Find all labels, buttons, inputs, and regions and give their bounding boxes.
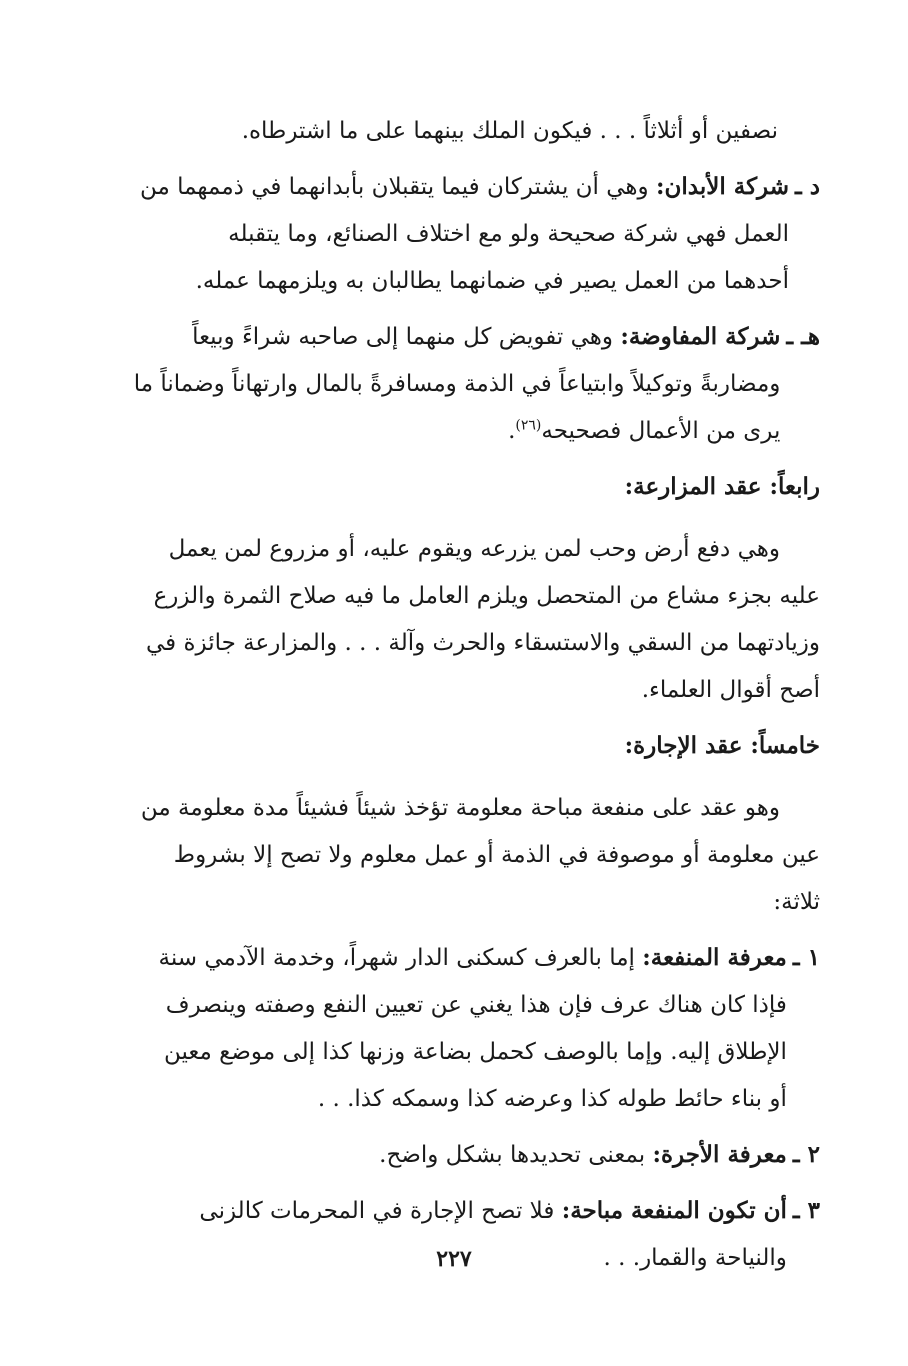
paragraph-ijara — [110, 785, 820, 926]
item-text: . — [508, 418, 516, 444]
item-term: شركة الأبدان: — [655, 173, 789, 200]
text-line: العمل فهي شركة صحيحة ولو مع اختلاف الصنائع، وما يتقبله — [228, 221, 789, 247]
text-line: عين معلومة أو موصوفة في الذمة أو عمل معلوم ولا تصح إلا بشروط — [173, 842, 820, 868]
text-line: عليه بجزء مشاع من المتحصل ويلزم العامل ما فيه صلاح الثمرة والزرع — [153, 583, 820, 609]
text-line — [110, 934, 787, 982]
page-number: ٢٢٧ — [436, 1246, 472, 1272]
item-term: شركة المفاوضة: — [620, 323, 781, 350]
page-body — [110, 108, 820, 1290]
text-line — [110, 1187, 787, 1235]
item-text: بمعنى تحديدها بشكل واضح. — [379, 1142, 646, 1168]
item-body — [110, 934, 787, 1123]
heading-text: رابعاً: عقد المزارعة: — [624, 473, 820, 500]
text-line: وهو عقد على منفعة مباحة معلومة تؤخذ شيئاً فشيئاً مدة معلومة من — [140, 795, 780, 821]
item-body — [110, 163, 789, 305]
text-line: وزيادتهما من السقي والاستسقاء والحرث وآلة . . . والمزارعة جائزة في — [146, 630, 820, 656]
text-line — [110, 1131, 787, 1179]
list-item-1 — [110, 934, 820, 1123]
item-term: أن تكون المنفعة مباحة: — [561, 1197, 787, 1224]
item-term: معرفة الأجرة: — [652, 1141, 787, 1168]
list-item-d — [110, 163, 820, 305]
text-line: والنياحة والقمار. . . — [603, 1245, 787, 1271]
text-line: أصح أقوال العلماء. — [641, 677, 820, 703]
section-heading-ijara — [110, 722, 820, 769]
text-line: أو بناء حائط طوله كذا وعرضه كذا وسمكه كذا. . . — [317, 1086, 787, 1112]
item-term: معرفة المنفعة: — [642, 944, 787, 971]
item-text: وهي أن يشتركان فيما يتقبلان بأبدانهما في ذممهما من — [139, 174, 649, 200]
item-body — [110, 1131, 787, 1179]
text-line — [110, 313, 780, 361]
continuation-paragraph — [110, 108, 820, 155]
item-text: فلا تصح الإجارة في المحرمات كالزنى — [199, 1198, 555, 1224]
section-heading-muzaraa — [110, 463, 820, 510]
heading-text: خامساً: عقد الإجارة: — [624, 732, 820, 759]
text-line: الإطلاق إليه. وإما بالوصف كحمل بضاعة وزنها كذا إلى موضع معين — [163, 1039, 787, 1065]
text-line: ثلاثة: — [773, 889, 820, 915]
item-text: إما بالعرف كسكنى الدار شهراً، وخدمة الآدمي سنة — [158, 945, 635, 971]
item-marker: ٢ ـ — [792, 1141, 820, 1168]
item-marker: ١ ـ — [792, 944, 820, 971]
text-line: ومضاربةً وتوكيلاً وابتياعاً في الذمة ومسافرةً بالمال وارتهاناً وضماناً ما — [133, 371, 781, 397]
item-marker: ٣ ـ — [792, 1197, 820, 1224]
text-line: نصفين أو أثلاثاً . . . فيكون الملك بينهما على ما اشترطاه. — [241, 118, 778, 144]
item-text: يرى من الأعمال فصحيحه — [541, 418, 781, 444]
item-text: وهي تفويض كل منهما إلى صاحبه شراءً وبيعاً — [192, 324, 614, 350]
text-line: أحدهما من العمل يصير في ضمانهما يطالبان به ويلزمهما عمله. — [195, 268, 789, 294]
paragraph-muzaraa — [110, 526, 820, 714]
text-line — [110, 408, 780, 455]
list-item-2 — [110, 1131, 820, 1179]
text-line: وهي دفع أرض وحب لمن يزرعه ويقوم عليه، أو مزروع لمن يعمل — [168, 536, 780, 562]
item-marker: هـ ـ — [786, 323, 820, 350]
footnote-reference: (٢٦) — [515, 417, 542, 434]
text-line — [110, 163, 789, 211]
item-body — [110, 313, 780, 455]
item-marker: د ـ — [795, 173, 820, 200]
list-item-h — [110, 313, 820, 455]
text-line: فإذا كان هناك عرف فإن هذا يغني عن تعيين النفع وصفته وينصرف — [165, 992, 787, 1018]
